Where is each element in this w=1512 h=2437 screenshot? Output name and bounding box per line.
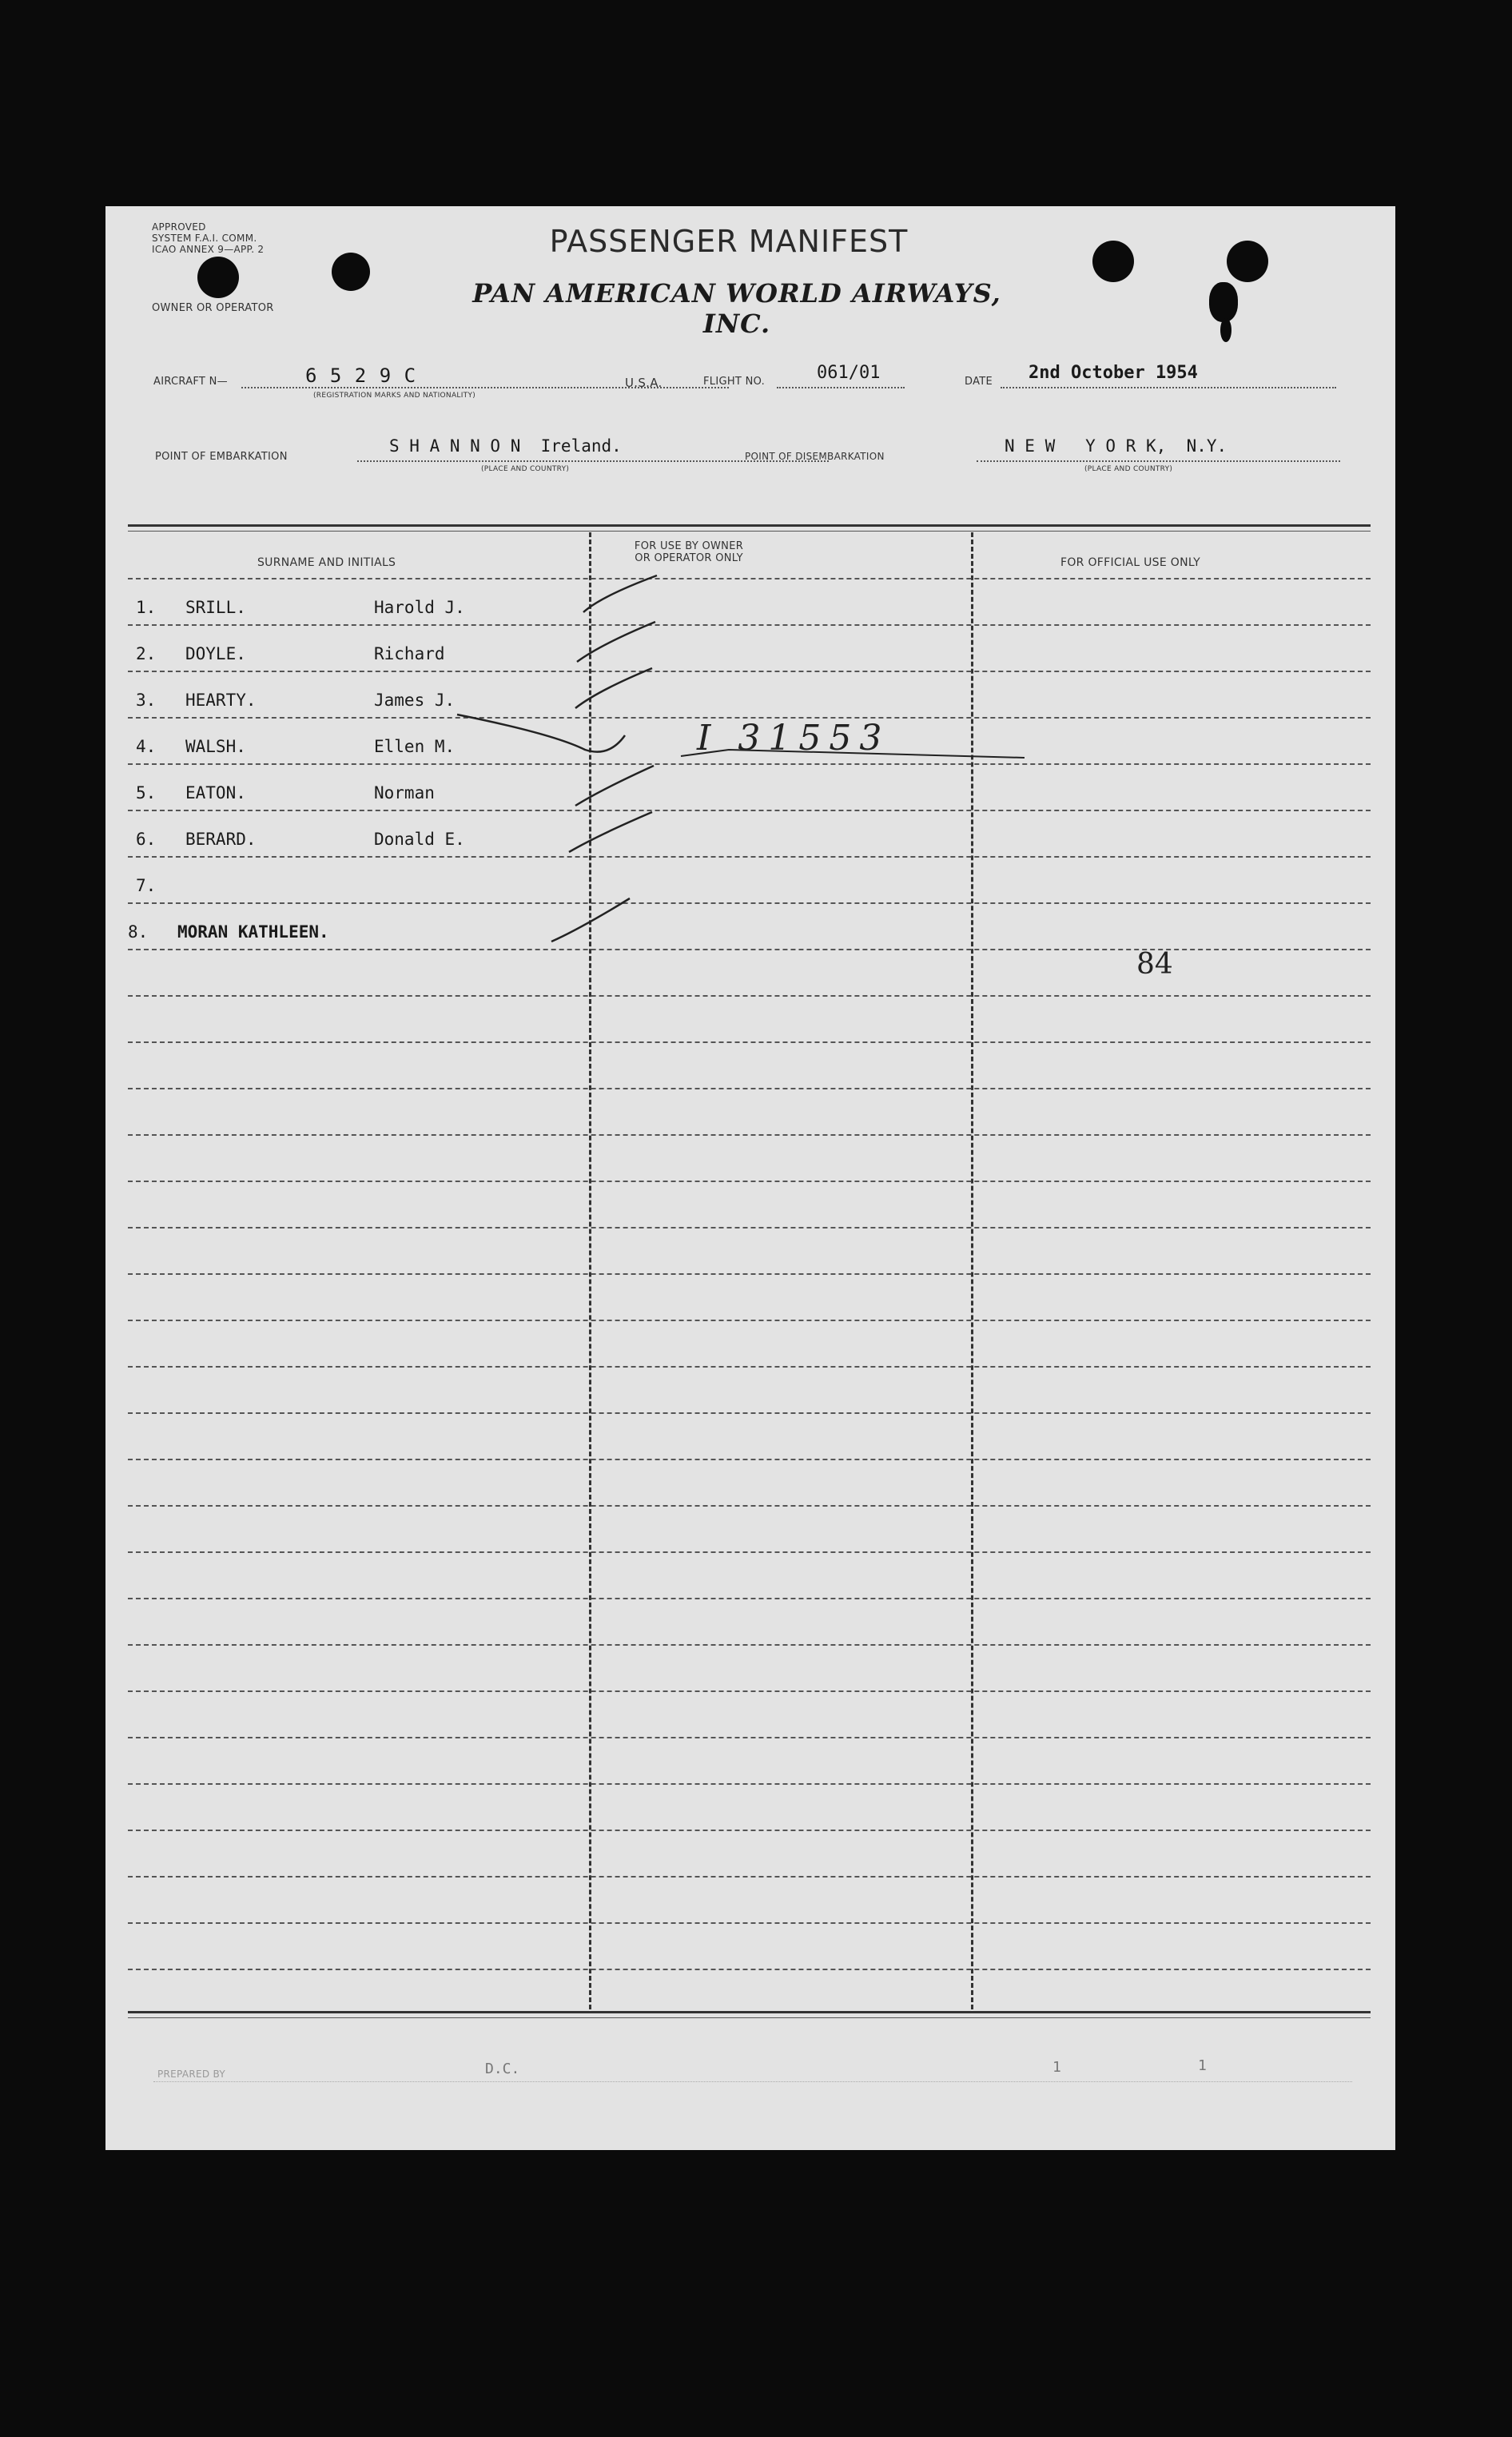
- owner-label: OWNER OR OPERATOR: [152, 302, 274, 314]
- table-row-rule: [128, 1551, 1371, 1553]
- passenger-given-name: Ellen M.: [374, 737, 456, 756]
- table-row-rule: [128, 1181, 1371, 1182]
- owner-use-header: FOR USE BY OWNER: [634, 540, 744, 552]
- check-mark-icon: [569, 812, 652, 852]
- table-row-rule: [128, 1598, 1371, 1599]
- table-row-rule: [128, 1737, 1371, 1738]
- check-mark-icon: [551, 898, 630, 942]
- table-row-rule: [128, 1041, 1371, 1043]
- passenger-surname: DOYLE.: [185, 644, 246, 663]
- table-row-rule: [128, 1690, 1371, 1692]
- passenger-number: 4.: [136, 737, 157, 756]
- disembark-label: POINT OF DISEMBARKATION: [745, 451, 885, 462]
- aircraft-value: 6 5 2 9 C: [305, 364, 417, 387]
- passenger-surname: MORAN KATHLEEN.: [177, 922, 329, 942]
- passenger-number: 6.: [136, 830, 157, 849]
- table-row-rule: [128, 1830, 1371, 1831]
- table-row-rule: [128, 1134, 1371, 1136]
- passenger-surname: WALSH.: [185, 737, 246, 756]
- date-value: 2nd October 1954: [1029, 363, 1198, 383]
- check-mark-icon: [577, 622, 655, 662]
- check-mark-icon: [575, 668, 652, 708]
- check-mark-icon: [583, 575, 657, 612]
- table-row-rule: [128, 1320, 1371, 1321]
- approval-line: APPROVED: [152, 221, 206, 233]
- passenger-surname: SRILL.: [185, 598, 246, 617]
- footer-line: [153, 2081, 1352, 2082]
- passenger-given-name: Harold J.: [374, 598, 465, 617]
- passenger-given-name: Norman: [374, 783, 435, 802]
- table-row-rule: [128, 1644, 1371, 1646]
- embark-caption: (PLACE AND COUNTRY): [481, 465, 570, 473]
- table-row-rule: [128, 1459, 1371, 1460]
- flight-label: FLIGHT NO.: [703, 376, 766, 388]
- table-row-rule: [128, 1783, 1371, 1785]
- table-row-rule: [128, 1969, 1371, 1970]
- footer-rule: [128, 2011, 1371, 2013]
- page-title: PASSENGER MANIFEST: [549, 224, 909, 259]
- footer-rule: [128, 2017, 1371, 2018]
- disembark-value: N E W Y O R K, N.Y.: [1005, 436, 1228, 456]
- passenger-given-name: Richard: [374, 644, 445, 663]
- passenger-number: 2.: [136, 644, 157, 663]
- embark-label: POINT OF EMBARKATION: [155, 451, 288, 463]
- flight-value: 061/01: [817, 363, 881, 383]
- prepared-by-label: PREPARED BY: [157, 2069, 226, 2080]
- owner-use-header: OR OPERATOR ONLY: [635, 552, 743, 564]
- approval-line: SYSTEM F.A.I. COMM.: [152, 233, 257, 244]
- approval-line: ICAO ANNEX 9—APP. 2: [152, 244, 265, 255]
- table-row-rule: [128, 1088, 1371, 1089]
- check-mark-icon: [575, 766, 654, 806]
- table-row-rule: [128, 1505, 1371, 1507]
- table-row-rule: [128, 1922, 1371, 1924]
- check-marks: [105, 206, 1395, 1005]
- passenger-number: 8.: [128, 922, 149, 942]
- passenger-number: 3.: [136, 691, 157, 710]
- registration-caption: (REGISTRATION MARKS AND NATIONALITY): [313, 392, 476, 400]
- prepared-by-initials: D.C.: [485, 2061, 520, 2077]
- table-row-rule: [128, 1366, 1371, 1368]
- date-label: DATE: [965, 376, 993, 388]
- check-mark-icon: [457, 715, 625, 752]
- handwritten-official-number: 84: [1136, 948, 1173, 981]
- table-row-rule: [128, 1273, 1371, 1275]
- passenger-surname: EATON.: [185, 783, 246, 802]
- page-total: 1: [1198, 2057, 1207, 2074]
- passenger-number: 1.: [136, 598, 157, 617]
- manifest-page: [105, 206, 1395, 2150]
- passenger-given-name: Donald E.: [374, 830, 465, 849]
- passenger-given-name: James J.: [374, 691, 456, 710]
- aircraft-label: AIRCRAFT N—: [153, 376, 228, 388]
- table-row-rule: [128, 1412, 1371, 1414]
- surname-column-header: SURNAME AND INITIALS: [257, 556, 396, 569]
- passenger-surname: HEARTY.: [185, 691, 257, 710]
- handwritten-owner-note: I 31553: [697, 718, 890, 759]
- passenger-number: 7.: [136, 876, 157, 895]
- table-row-rule: [128, 1227, 1371, 1228]
- official-use-header: FOR OFFICIAL USE ONLY: [1060, 556, 1200, 569]
- country-label: U.S.A.: [625, 376, 662, 390]
- page-number: 1: [1052, 2059, 1061, 2076]
- passenger-number: 5.: [136, 783, 157, 802]
- passenger-surname: BERARD.: [185, 830, 257, 849]
- disembark-caption: (PLACE AND COUNTRY): [1084, 465, 1173, 473]
- embark-value: S H A N N O N Ireland.: [389, 436, 622, 456]
- table-row-rule: [128, 1876, 1371, 1878]
- airline-logo: PAN AMERICAN WORLD AIRWAYS, INC.: [472, 278, 1001, 339]
